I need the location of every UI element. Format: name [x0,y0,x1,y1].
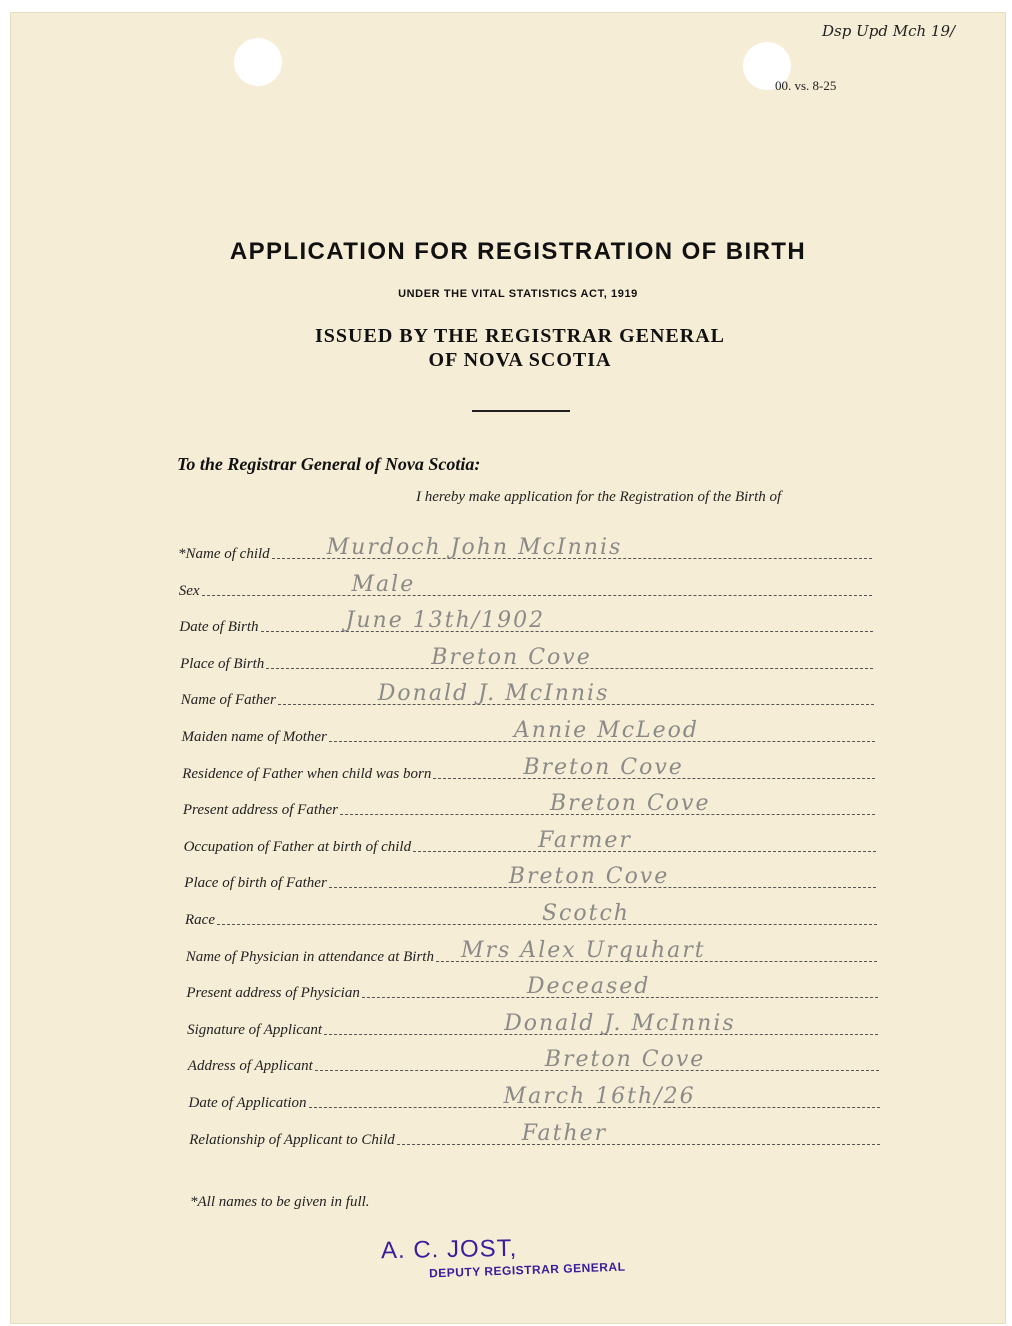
handwritten-note: Dsp Upd Mch 19/ [822,22,956,40]
field-line [278,681,874,707]
form-title: APPLICATION FOR REGISTRATION OF BIRTH [229,238,807,265]
field-value: Murdoch John McInnis [326,535,623,560]
field-label: Name of Father [180,692,276,709]
form-field-row [183,827,876,856]
field-value: Breton Cove [550,791,711,817]
form-field-row [178,535,872,563]
field-value: Breton Cove [523,754,684,780]
field-label: Date of Application [188,1095,307,1111]
issuer-line-2: OF NOVA SCOTIA [428,349,612,371]
form-field-row [178,571,873,600]
form-field-row [180,681,874,709]
field-label: Present address of Father [182,802,339,819]
form-field-row [189,1120,880,1149]
field-line [261,608,873,634]
form-field-row [185,937,878,966]
form-subtitle: UNDER THE VITAL STATISTICS ACT, 1919 [398,288,638,300]
field-value: Farmer [538,827,632,853]
field-line [324,1010,878,1036]
field-value: Father [521,1120,608,1146]
field-value: Male [351,571,416,597]
field-label: *Name of child [178,546,270,562]
field-value: June 13th/1902 [345,608,546,634]
issuer [0,324,1012,372]
field-label: Signature of Applicant [187,1021,323,1038]
stamp-title: DEPUTY REGISTRAR GENERAL [428,1259,626,1281]
issuer-line-1: ISSUED BY THE REGISTRAR GENERAL [315,325,725,347]
form-field-row [185,901,877,929]
punch-hole [234,38,282,86]
field-line [202,571,873,597]
field-line [433,754,875,780]
form-field-row [182,791,876,819]
field-label: Relationship of Applicant to Child [189,1131,395,1148]
field-line [413,827,876,853]
salutation: To the Registrar General of Nova Scotia: [177,454,481,474]
field-value: Mrs Alex Urquhart [460,937,706,963]
field-value: Deceased [526,974,651,1000]
footnote: *All names to be given in full. [190,1194,370,1210]
field-value: Scotch [541,901,630,926]
form-field-row [184,864,876,892]
field-line [309,1084,880,1109]
form-field-row [182,754,875,783]
field-line [397,1120,880,1146]
form-field-row [186,974,878,1002]
field-label: Sex [178,582,200,599]
field-line [329,864,877,890]
field-label: Present address of Physician [186,985,360,1002]
field-line [340,791,875,817]
field-value: Annie McLeod [513,718,699,743]
form-field-row [187,1010,878,1039]
field-line [329,718,875,743]
field-value: Donald J. McInnis [504,1010,736,1036]
field-value: Breton Cove [508,864,670,890]
field-line [266,644,873,670]
field-label: Race [185,912,215,928]
field-label: Place of Birth [180,655,265,672]
stamp-name: A. C. JOST, [380,1234,518,1265]
field-line [272,535,872,560]
field-label: Address of Applicant [187,1058,313,1075]
field-line [362,974,878,1000]
field-label: Maiden name of Mother [181,729,327,745]
field-label: Name of Physician in attendance at Birth [185,948,434,965]
field-value: Breton Cove [431,644,592,670]
field-label: Residence of Father when child was born [182,765,432,782]
field-value: March 16th/26 [503,1084,696,1109]
form-field-row [180,644,873,673]
field-label: Occupation of Father at birth of child [183,838,412,855]
field-value: Breton Cove [544,1047,706,1073]
field-label: Date of Birth [179,619,259,636]
field-value: Donald J. McInnis [377,681,610,707]
form-field-row [187,1047,879,1075]
field-label: Place of birth of Father [184,875,327,892]
field-line [217,901,877,926]
form-field-row [188,1084,880,1112]
intro-text: I hereby make application for the Registration of the Birth of [416,489,782,505]
divider [472,410,570,412]
field-line [315,1047,879,1073]
form-field-row [181,718,875,746]
form-code: 00. vs. 8-25 [775,78,837,93]
form-field-row [179,608,873,636]
field-line [436,937,878,963]
